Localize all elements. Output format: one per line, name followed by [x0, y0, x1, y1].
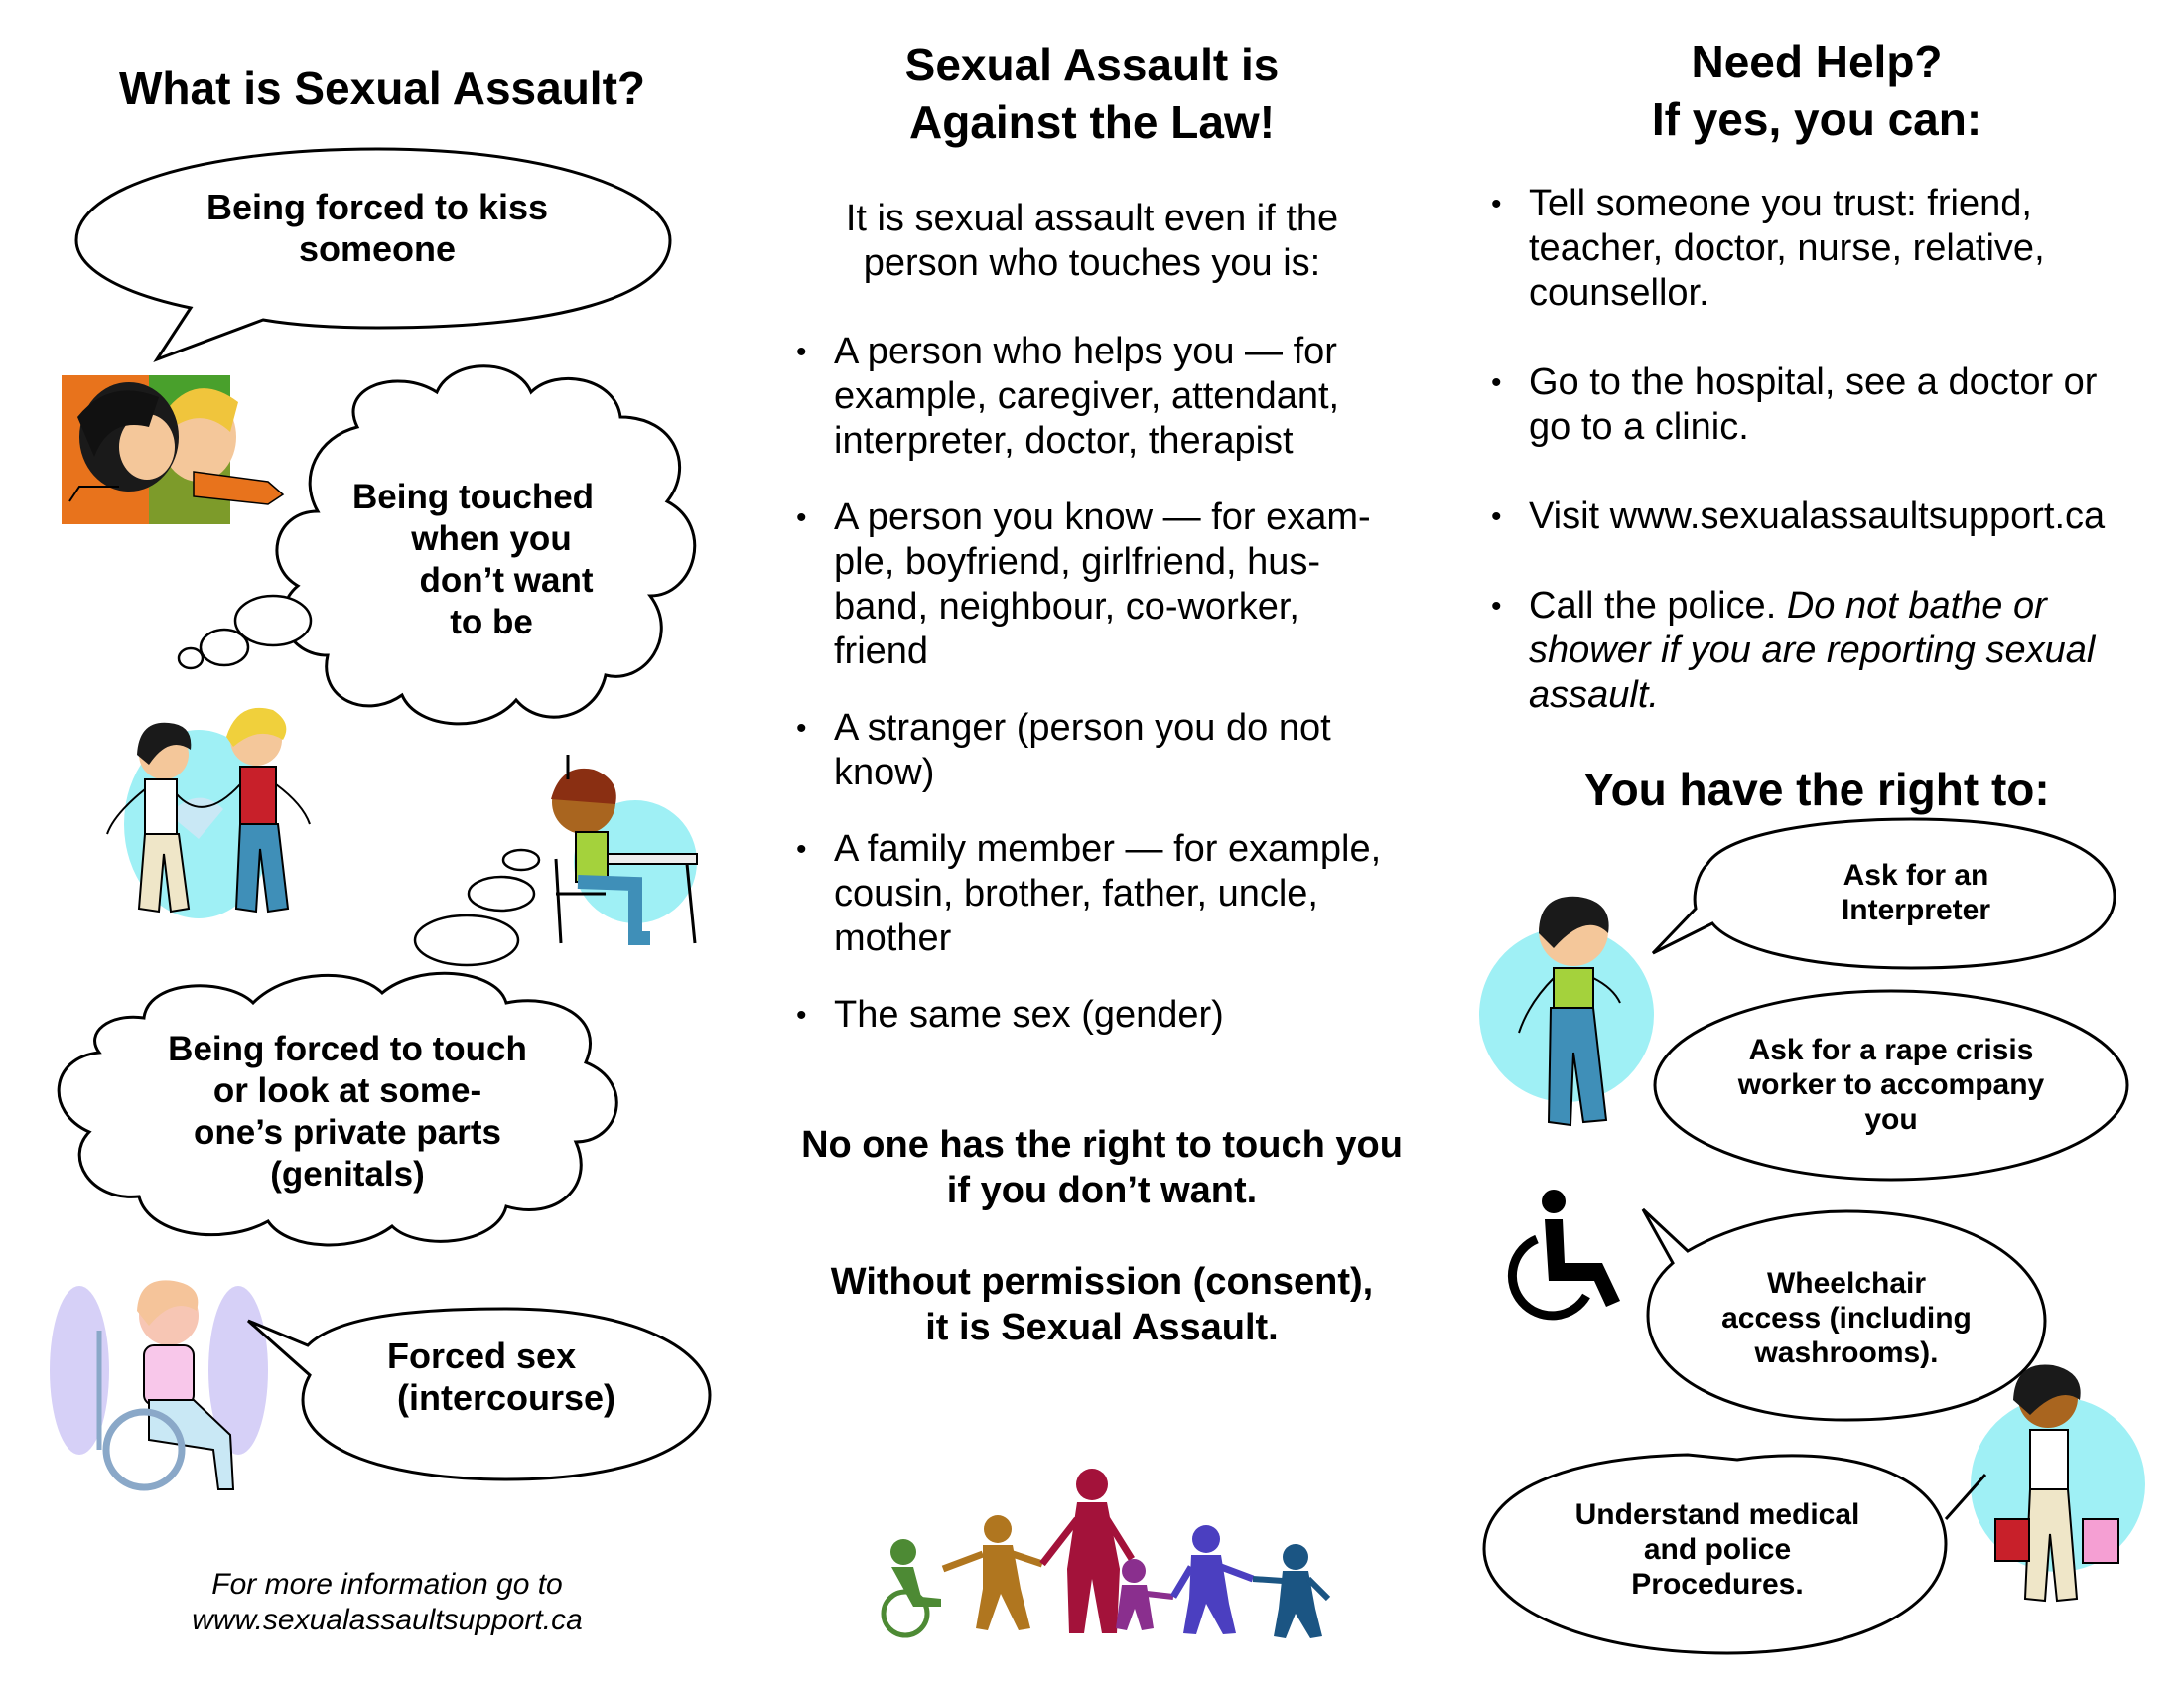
list-item [1489, 494, 2164, 539]
col2-intro: It is sexual assault even if the person who touches you is: [845, 198, 1339, 284]
kiss-illustration [62, 375, 283, 524]
footer-url[interactable]: www.sexualassaultsupport.ca [192, 1604, 583, 1636]
list-item: • Go to the hospital, see a doctor or go to a clinic. [1489, 360, 2164, 450]
col3-title: Need Help? If yes, you can: [1651, 36, 1982, 145]
right-rape-crisis-text: Ask for a rape crisis worker to accompany you [1737, 1034, 2045, 1136]
col2-title: Sexual Assault is Against the Law! [904, 39, 1280, 148]
thought-dot [415, 915, 518, 965]
desk-girl-illustration [551, 755, 697, 943]
thought-dot [201, 630, 248, 665]
list-item: • A family member — for example, cousin, brother, father, uncle, mother [794, 827, 1430, 961]
col3-bullet-list [1489, 182, 2164, 718]
thought-dot [503, 850, 539, 870]
girl-shopping-illustration [1971, 1364, 2145, 1601]
thought-dot [469, 877, 534, 911]
list-item: • Tell someone you trust: friend, teacher, doctor, nurse, relative, counsellor. [1489, 182, 2164, 316]
bubble-kiss-text: Being forced to kiss someone [205, 187, 549, 269]
couple-illustration [107, 708, 310, 918]
col1-title: What is Sexual Assault? [119, 63, 645, 114]
wheelchair-girl-illustration [50, 1280, 268, 1489]
right-interpreter-text: Ask for an Interpreter [1841, 859, 1991, 926]
website-link[interactable]: • Visit www.sexualassaultsupport.ca [1529, 495, 2106, 537]
thought-dot [235, 596, 311, 645]
right-wheelchair-text: Wheelchair access (including washrooms). [1721, 1267, 1972, 1369]
col1-footer: For more information go to www.sexualassaultsupport.ca [139, 1567, 635, 1638]
rights-title: You have the right to: [1583, 764, 2050, 815]
girl-backpack-illustration [1479, 897, 1654, 1125]
list-item: • A person who helps you — for example, caregiver, attendant, interpreter, doctor, therapist [794, 330, 1430, 464]
list-item: • A person you know — for exam- ple, boyfriend, girlfriend, hus- band, neighbour, co-worker, friend [794, 495, 1430, 674]
family-silhouettes-illustration [884, 1469, 1328, 1638]
bubble-forced-touch-text: Being forced to touch or look at some- one’s private parts (genitals) [168, 1030, 527, 1194]
bubble-touched-text: Being touched when you don’t want to be [352, 478, 595, 641]
thought-dot [179, 648, 203, 668]
col2-statement-1: No one has the right to touch you if you don’t want. [801, 1124, 1403, 1211]
wheelchair-icon [1512, 1190, 1620, 1316]
col2-bullet-list [794, 330, 1430, 1038]
col2-statement-2: Without permission (consent), it is Sexual Assault. [830, 1261, 1374, 1348]
right-medical-text: Understand medical and police Procedures. [1574, 1498, 1860, 1601]
bubble-forced-sex-text: Forced sex (intercourse) [387, 1336, 616, 1418]
list-item: • A stranger (person you do not know) [794, 706, 1430, 795]
list-item: • Call the police. Do not bathe or shower if you are reporting sexual assault. [1489, 584, 2164, 718]
list-item: • The same sex (gender) [794, 993, 1430, 1038]
